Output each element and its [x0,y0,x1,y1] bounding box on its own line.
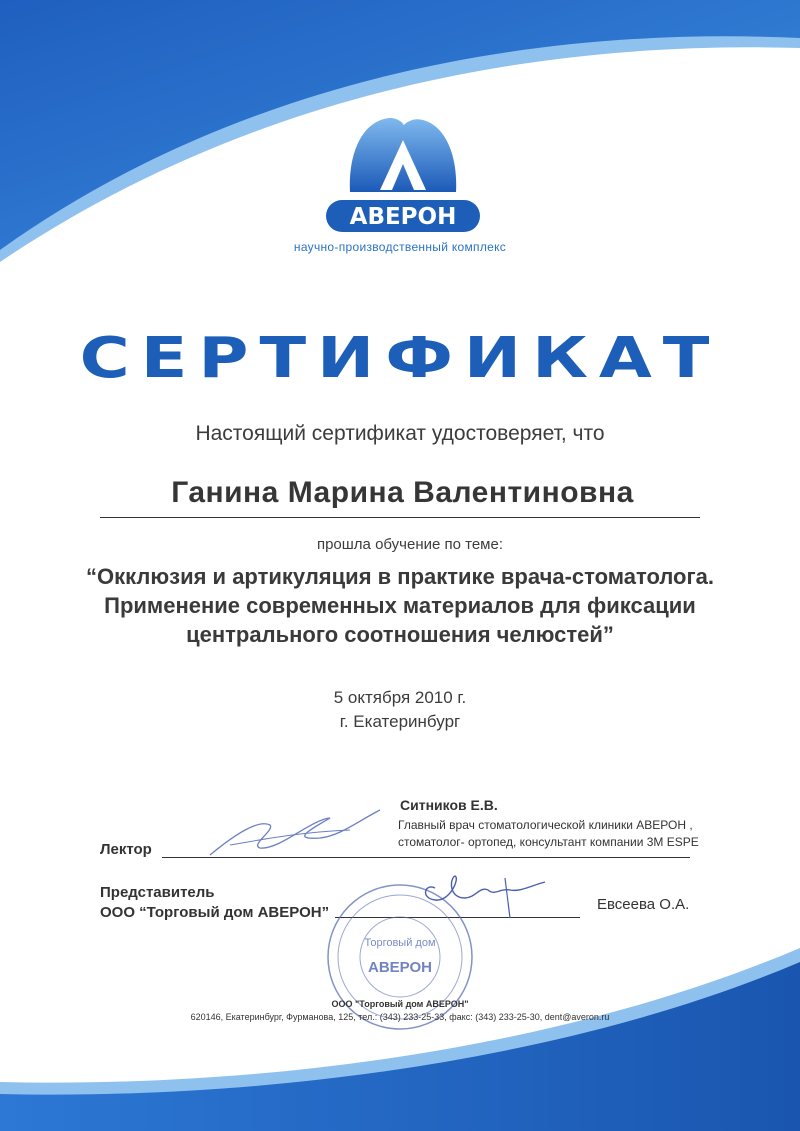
averon-logo [318,112,488,237]
lecturer-title-line: стоматолог- ортопед, консультант компании 3М ESPE [398,835,699,849]
representative-signature [410,868,560,928]
representative-label [100,883,329,923]
seal-arc-text: Торговый дом [364,937,436,949]
date-block [0,686,800,734]
recipient-name: Ганина Марина Валентиновна [171,476,634,509]
lecturer-name: Ситников Е.В. [400,797,498,813]
topic-line: Применение современных материалов для фиксации [104,593,696,618]
recipient-underline [100,517,700,518]
representative-label-line: Представитель [100,884,215,901]
issue-city: г. Екатеринбург [339,712,461,731]
course-topic [40,562,760,649]
lecturer-label: Лектор [100,841,152,858]
seal-center-text: АВЕРОН [368,959,432,976]
brand-tagline: научно-производственный комплекс [293,240,507,254]
lecturer-title-line: Главный врач стоматологической клиники АВЕРОН , [398,818,693,832]
topic-line: “Окклюзия и артикуляция в практике врача-стоматолога. [85,564,714,589]
issue-date: 5 октября 2010 г. [333,688,467,707]
representative-name: Евсеева О.А. [597,896,690,913]
brand-name: АВЕРОН [349,204,457,230]
lecturer-title [398,817,699,851]
lecturer-signature [200,800,390,870]
certifies-text: Настоящий сертификат удостоверяет, что [195,422,605,445]
topic-line: центрального соотношения челюстей” [186,622,614,647]
footer-contacts: 620146, Екатеринбург, Фурманова, 125, тел.: (343) 233-25-33, факс: (343) 233-25-30, dent@averon.ru [190,1012,610,1022]
representative-label-line: ООО “Торговый дом АВЕРОН” [100,904,330,921]
footer-company: ООО "Торговый дом АВЕРОН" [331,999,469,1009]
certificate-title: СЕРТИФИКАТ [79,326,721,391]
studied-text: прошла обучение по теме: [316,536,504,553]
